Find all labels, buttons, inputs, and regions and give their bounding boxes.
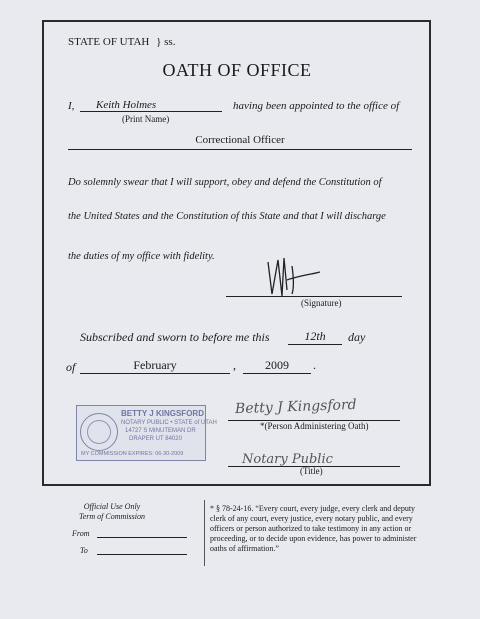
office-field: Correctional Officer <box>68 134 412 150</box>
administrator-label: *(Person Administering Oath) <box>260 421 369 431</box>
of-label: of <box>66 360 76 374</box>
ss-mark: } ss. <box>156 36 176 48</box>
stamp-line-1: NOTARY PUBLIC • STATE of UTAH <box>121 420 217 426</box>
title-value: Notary Public <box>242 452 333 467</box>
signature-label: (Signature) <box>301 298 342 308</box>
i-label: I, <box>68 100 75 112</box>
oath-line-3: the duties of my office with fidelity. <box>68 251 215 262</box>
signature-line <box>226 296 402 297</box>
print-name-field: Keith Holmes <box>80 99 222 112</box>
period: . <box>313 358 316 372</box>
year-field: 2009 <box>243 358 311 374</box>
administrator-signature: Betty J Kingsford <box>234 396 357 418</box>
title-label: (Title) <box>300 466 323 476</box>
stamp-line-3: DRAPER UT 84020 <box>129 436 182 442</box>
page-title: OATH OF OFFICE <box>162 60 312 80</box>
notary-seal-icon <box>80 413 118 451</box>
month-field: February <box>80 358 230 374</box>
print-name-label: (Print Name) <box>122 114 170 124</box>
day-label: day <box>348 330 366 344</box>
stamp-line-2: 14727 S MINUTEMAN DR <box>125 428 196 434</box>
term-label: Term of Commission <box>79 512 145 521</box>
stamp-name: BETTY J KINGSFORD <box>121 409 204 418</box>
to-field <box>97 554 187 555</box>
notary-stamp <box>76 405 217 461</box>
stamp-line-4: MY COMMISSION EXPIRES: 06-30-2009 <box>81 451 184 457</box>
footer-divider <box>204 500 205 566</box>
from-field <box>97 537 187 538</box>
statute-note: * § 78-24-16. “Every court, every judge, every clerk and deputy clerk of any court, every justice, every notary public, and every officers or person authorized to take testimony in any action or proceeding, or to decide upon evidence, has power to administer oaths of affirmation.” <box>210 504 417 553</box>
official-use-label: Official Use Only <box>83 502 141 511</box>
sworn-text: Subscribed and sworn to before me this <box>80 330 270 344</box>
oath-signature <box>258 250 328 300</box>
appointed-text: having been appointed to the office of <box>233 100 400 112</box>
oath-line-2: the United States and the Constitution of this State and that I will discharge <box>68 211 386 222</box>
state-label <box>68 36 175 48</box>
oath-line-1: Do solemnly swear that I will support, obey and defend the Constitution of <box>68 177 382 188</box>
from-label: From <box>72 529 90 538</box>
to-label: To <box>80 546 88 555</box>
day-field: 12th <box>288 329 342 345</box>
state-name: STATE OF UTAH <box>68 36 150 48</box>
comma: , <box>233 358 236 372</box>
official-use-block <box>42 502 182 522</box>
